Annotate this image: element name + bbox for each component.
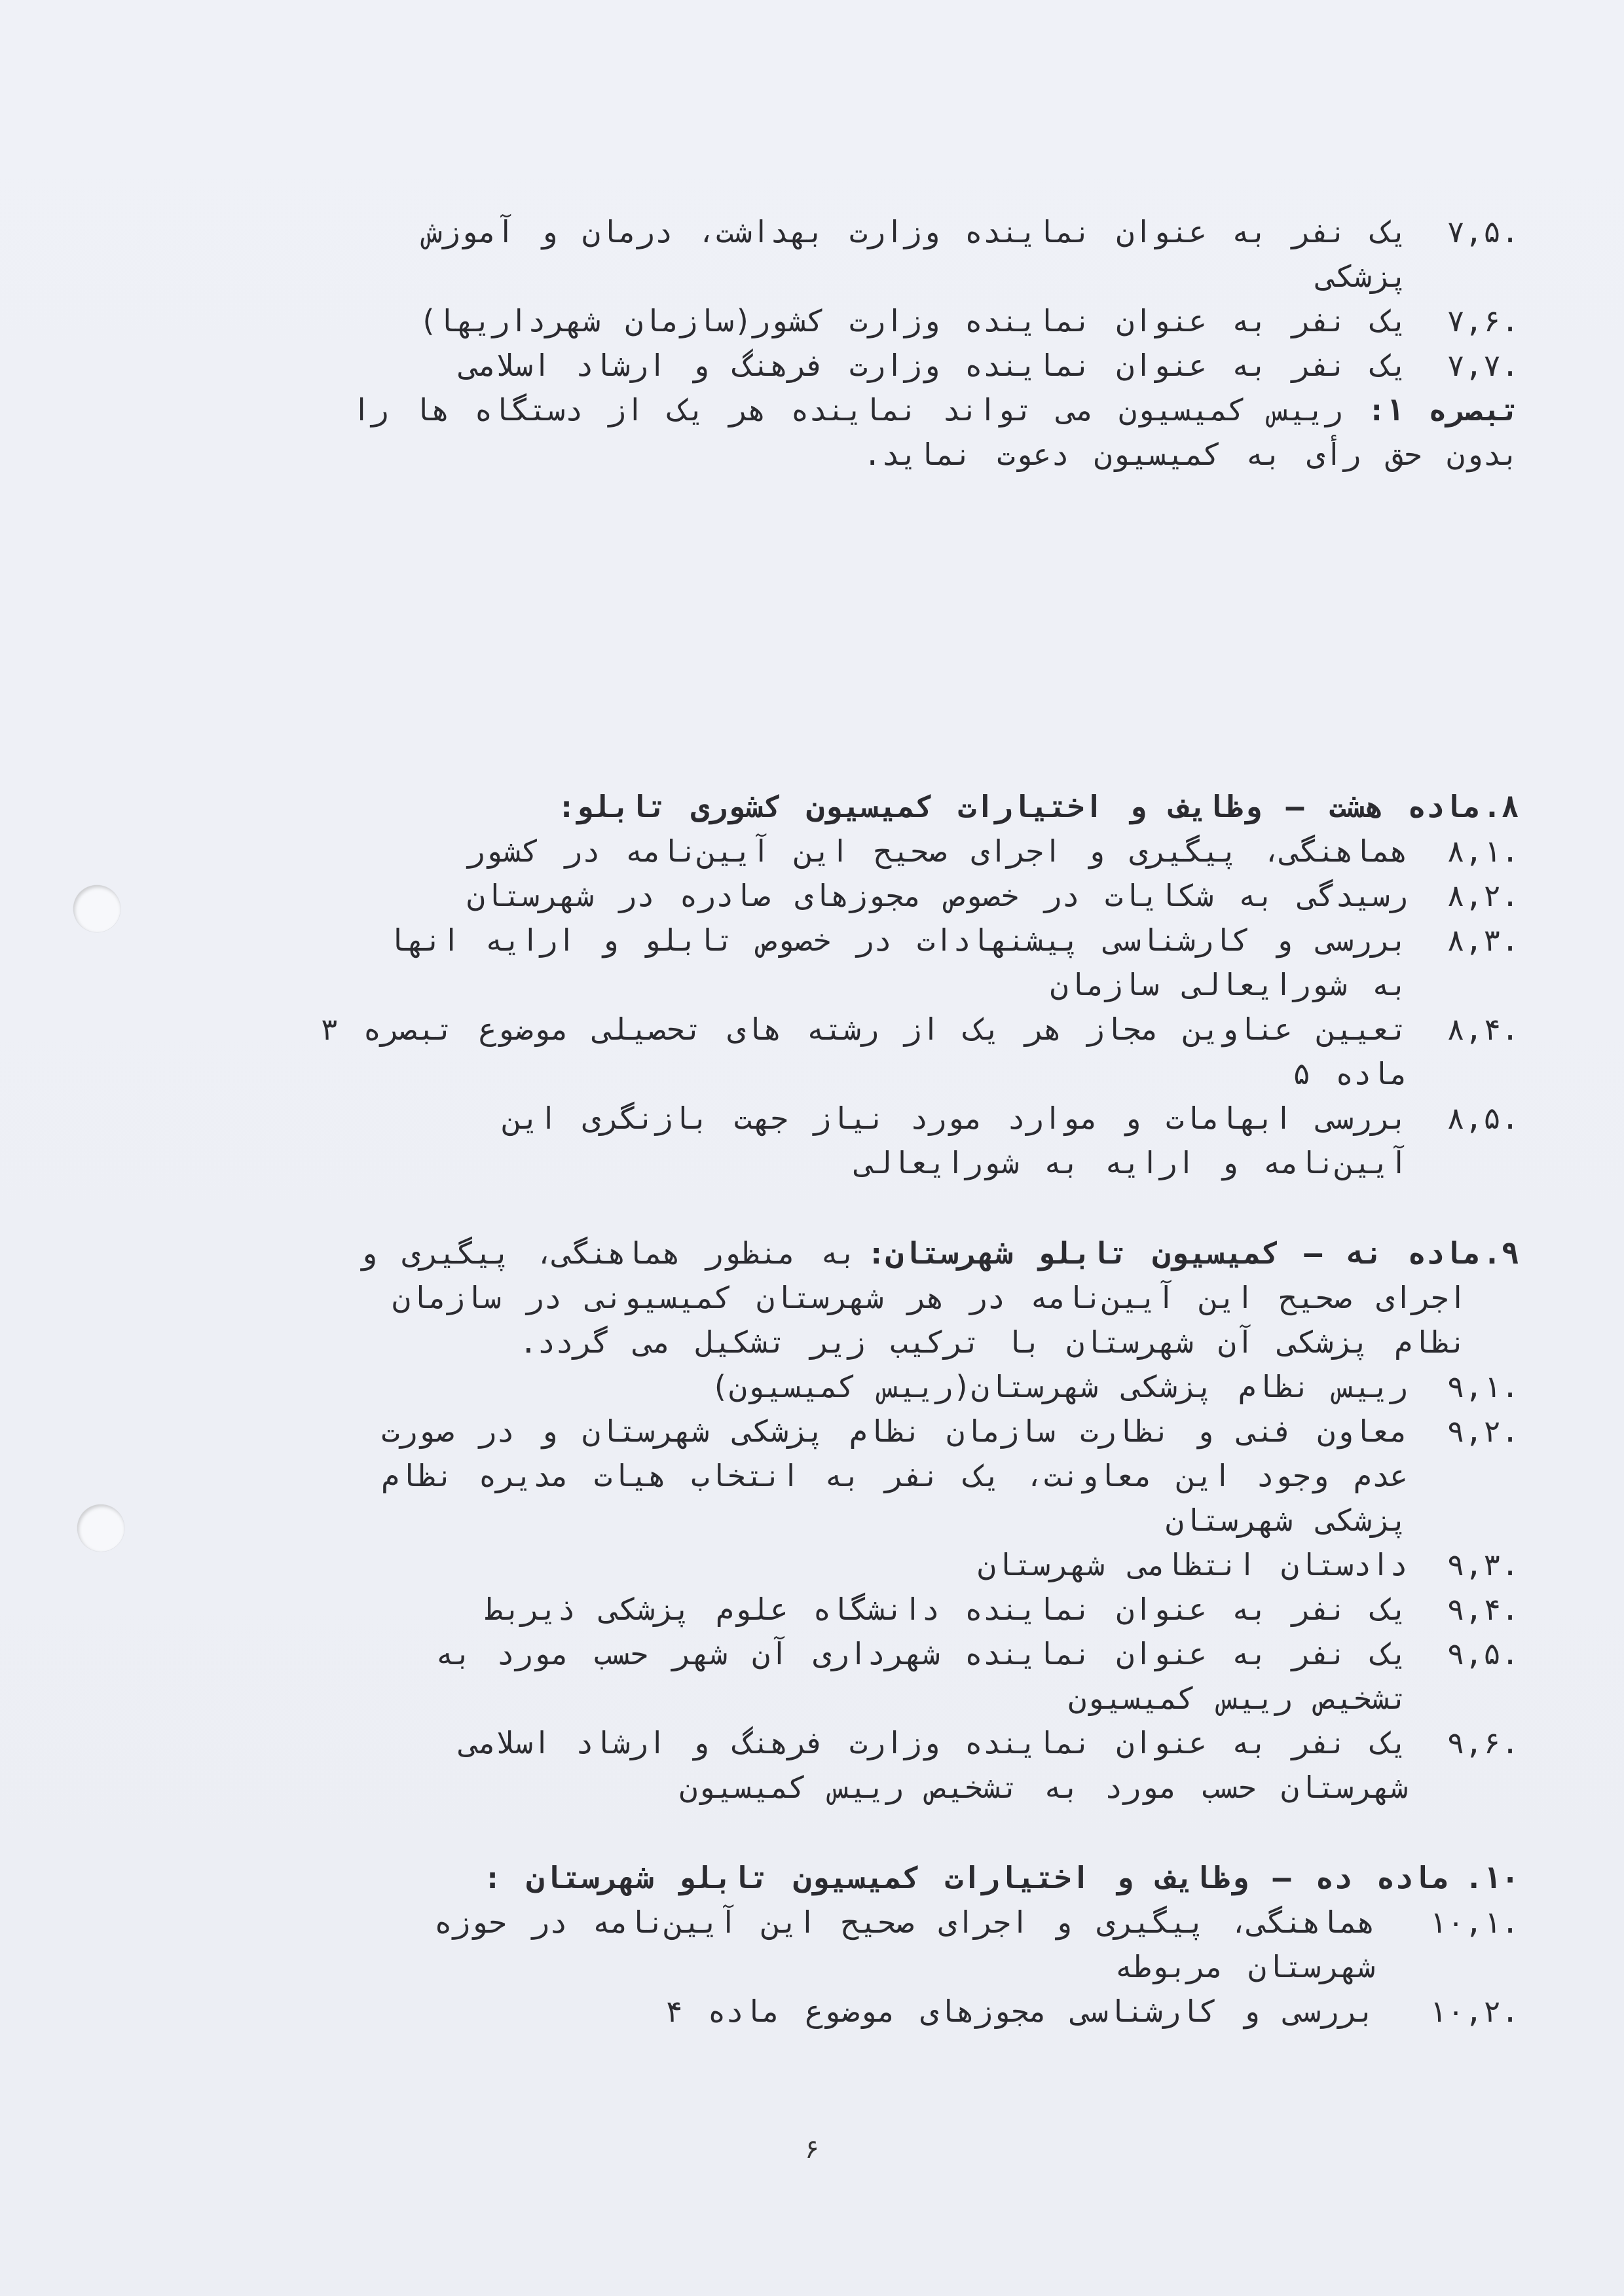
item-text: یک نفر به عنوان نماینده دانشگاه علوم پزشکی ذیربط bbox=[485, 1592, 1408, 1627]
item-text-cont: به شورایعالی سازمان bbox=[1050, 967, 1408, 1002]
article-number: .۸ bbox=[1483, 789, 1519, 824]
article-title: ماده نه – کمیسیون تابلو شهرستان: bbox=[867, 1235, 1481, 1271]
article-intro-cont: اجرای صحیح این آیین‌نامه در هر شهرستان کمیسیونی در سازمان bbox=[392, 1280, 1467, 1315]
item-text: یک نفر به عنوان نماینده وزارت کشور(سازمان شهرداریها) bbox=[418, 303, 1408, 338]
article-8 bbox=[105, 784, 1519, 1185]
item-number: ۸,۳. bbox=[1447, 922, 1519, 958]
note-label: تبصره ۱: bbox=[1367, 392, 1519, 428]
list-item bbox=[105, 343, 1519, 388]
item-number: ۸,۲. bbox=[1447, 878, 1519, 913]
list-item bbox=[105, 1007, 1519, 1096]
list-item bbox=[105, 1364, 1519, 1409]
item-number: ۷,۶. bbox=[1447, 303, 1519, 338]
list-block-7 bbox=[105, 210, 1519, 477]
item-text: دادستان انتظامی شهرستان bbox=[978, 1547, 1408, 1582]
item-text-cont: پزشکی bbox=[1317, 259, 1408, 294]
item-number: ۹,۵. bbox=[1447, 1636, 1519, 1671]
article-title: ماده هشت – وظایف و اختیارات کمیسیون کشوری تابلو: bbox=[557, 789, 1481, 824]
document-body bbox=[105, 210, 1519, 2033]
item-text-cont: عدم وجود این معاونت، یک نفر به انتخاب هیات مدیره نظام bbox=[381, 1458, 1408, 1493]
list-item bbox=[105, 829, 1519, 873]
list-item bbox=[105, 1542, 1519, 1587]
note-text-cont: بدون حق رأی به کمیسیون دعوت نماید. bbox=[863, 437, 1519, 472]
article-number: .۱۰ bbox=[1464, 1860, 1519, 1895]
item-text: یک نفر به عنوان نماینده وزارت بهداشت، درمان و آموزش bbox=[424, 214, 1408, 249]
item-text-cont: ماده ۵ bbox=[1292, 1056, 1408, 1091]
item-text: یک نفر به عنوان نماینده وزارت فرهنگ و ارشاد اسلامی bbox=[460, 1725, 1408, 1760]
item-text: معاون فنی و نظارت سازمان نظام پزشکی شهرستان و در صورت bbox=[381, 1413, 1408, 1449]
list-item bbox=[105, 1409, 1519, 1542]
item-text: بررسی و کارشناسی پیشنهادات در خصوص تابلو و ارایه انها bbox=[388, 922, 1408, 958]
list-item bbox=[105, 1631, 1519, 1721]
item-number: ۱۰,۲. bbox=[1428, 1994, 1519, 2029]
article-intro: به منظور هماهنگی، پیگیری و bbox=[359, 1235, 857, 1271]
article-10 bbox=[105, 1855, 1519, 2033]
item-number: ۹,۴. bbox=[1447, 1592, 1519, 1627]
article-number: .۹ bbox=[1483, 1235, 1519, 1271]
list-item bbox=[105, 1096, 1519, 1185]
item-text: هماهنگی، پیگیری و اجرای صحیح این آیین‌نامه در کشور bbox=[466, 833, 1408, 869]
item-text-cont: شهرستان مربوطه bbox=[1115, 1949, 1375, 1984]
article-intro-cont: نظام پزشکی آن شهرستان با ترکیب زیر تشکیل می گردد. bbox=[519, 1324, 1467, 1360]
item-number: ۹,۲. bbox=[1447, 1413, 1519, 1449]
item-text: یک نفر به عنوان نماینده شهرداری آن شهر حسب مورد به bbox=[435, 1636, 1408, 1671]
article-title: ماده ده – وظایف و اختیارات کمیسیون تابلو شهرستان : bbox=[483, 1860, 1449, 1895]
item-text-cont: تشخیص رییس کمیسیون bbox=[1068, 1681, 1408, 1716]
list-item bbox=[105, 1989, 1519, 2033]
item-number: ۹,۶. bbox=[1447, 1725, 1519, 1760]
page-number: ۶ bbox=[803, 2134, 821, 2164]
list-item bbox=[105, 299, 1519, 343]
item-number: ۸,۴. bbox=[1447, 1011, 1519, 1047]
item-number: ۷,۵. bbox=[1447, 214, 1519, 249]
item-text: هماهنگی، پیگیری و اجرای صحیح این آیین‌نامه در حوزه bbox=[434, 1904, 1375, 1940]
item-text: بررسی ابهامات و موارد مورد نیاز جهت بازنگری این bbox=[503, 1101, 1408, 1136]
item-text: یک نفر به عنوان نماینده وزارت فرهنگ و ارشاد اسلامی bbox=[460, 348, 1408, 383]
list-item bbox=[105, 918, 1519, 1007]
item-text: تعیین عناوین مجاز هر یک از رشته های تحصیلی موضوع تبصره ۳ bbox=[320, 1011, 1408, 1047]
item-number: ۸,۵. bbox=[1447, 1101, 1519, 1136]
article-heading bbox=[105, 1231, 1519, 1275]
article-9 bbox=[105, 1231, 1519, 1810]
note-text: رییس کمیسیون می تواند نماینده هر یک از دستگاه ها را bbox=[352, 392, 1343, 428]
item-text-cont: آیین‌نامه و ارایه به شورایعالی bbox=[855, 1145, 1408, 1180]
item-text: رسیدگی به شکایات در خصوص مجوزهای صادره در شهرستان bbox=[466, 878, 1408, 913]
note-paragraph bbox=[105, 388, 1519, 432]
item-number: ۸,۱. bbox=[1447, 833, 1519, 869]
article-heading bbox=[105, 784, 1519, 829]
item-text: بررسی و کارشناسی مجوزهای موضوع ماده ۴ bbox=[665, 1994, 1375, 2029]
list-item bbox=[105, 873, 1519, 918]
item-text: رییس نظام پزشکی شهرستان(رییس کمیسیون) bbox=[710, 1369, 1408, 1404]
item-number: ۷,۷. bbox=[1447, 348, 1519, 383]
list-item bbox=[105, 1587, 1519, 1631]
item-text-cont: پزشکی شهرستان bbox=[1165, 1503, 1408, 1538]
article-heading bbox=[105, 1855, 1519, 1900]
list-item bbox=[105, 1900, 1519, 1989]
list-item bbox=[105, 1721, 1519, 1810]
item-text-cont: شهرستان حسب مورد به تشخیص رییس کمیسیون bbox=[679, 1770, 1408, 1805]
list-item bbox=[105, 210, 1519, 299]
item-number: ۹,۳. bbox=[1447, 1547, 1519, 1582]
item-number: ۱۰,۱. bbox=[1428, 1904, 1519, 1940]
item-number: ۹,۱. bbox=[1447, 1369, 1519, 1404]
